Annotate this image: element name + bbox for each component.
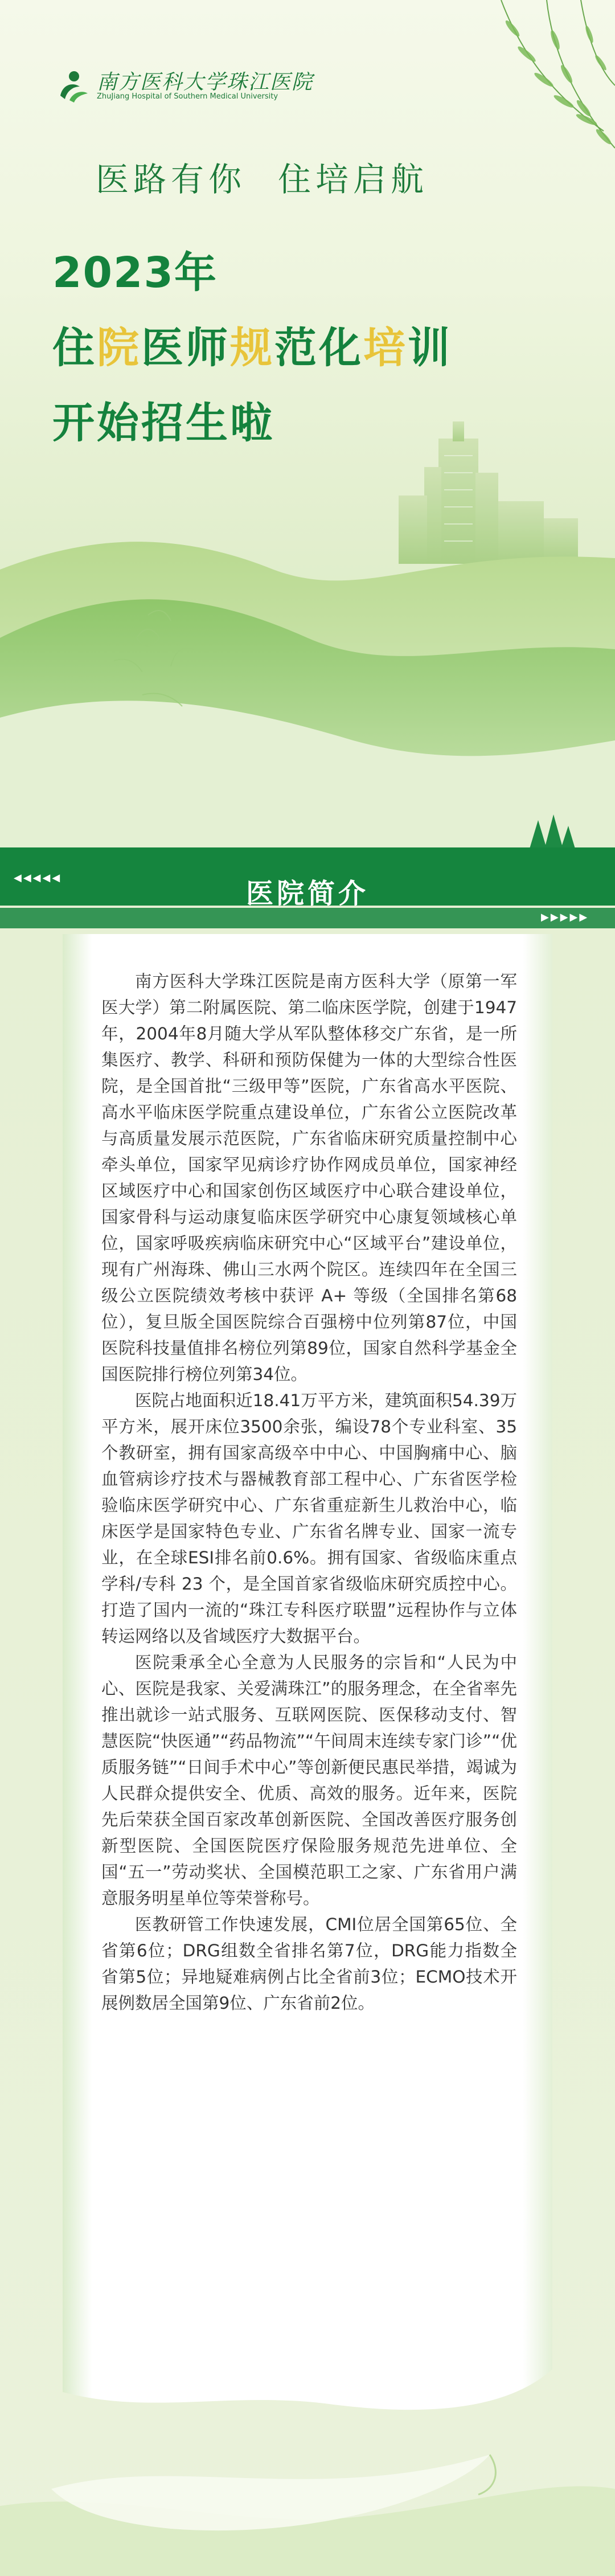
intro-paragraph: 医院占地面积近18.41万平方米，建筑面积54.39万平方米，展开床位3500余张，编设78个专业科室、35个教研室，拥有国家高级卒中中心、中国胸痛中心、脑血管病诊疗技术与器械教育部工程中心、广东省医学检验临床医学研究中心、广东省重症新生儿救治中心，临床医学是国家特色专业、广东省名牌专业、国家一流专业，在全球ESI排名前0.6%。拥有国家、省级临床重点学科/专科 23 个，是全国首家省级临床研究质控中心。打造了国内一流的“珠江专科医疗联盟”远程协作与立体转运网络以及省域医疗大数据平台。 (101, 1391, 517, 1646)
title-char: 范化 (274, 323, 363, 372)
section-header-strip (0, 908, 615, 928)
hospital-logo-icon (57, 67, 90, 103)
intro-card (57, 934, 558, 2426)
title-char: 训 (408, 323, 452, 372)
title-enrollment: 开始招生啦 (52, 399, 274, 448)
slogan (96, 153, 428, 200)
logo-chinese-name: 南方医科大学珠江医院 (97, 71, 314, 94)
section-title: 医院简介 (245, 878, 369, 910)
paper-curl-decoration (0, 2421, 615, 2576)
slogan-part-1: 医路有你 (96, 160, 247, 199)
landscape-illustration (0, 399, 615, 888)
intro-text (101, 968, 517, 2016)
title-char: 医师 (141, 323, 230, 372)
title-program (52, 314, 452, 375)
title-char: 住 (52, 323, 97, 372)
right-arrows-icon: ▶▶▶▶▶ (541, 911, 589, 923)
slogan-part-2: 住培启航 (278, 160, 429, 199)
title-char-highlight: 规 (230, 323, 274, 372)
title-char-highlight: 院 (97, 323, 141, 372)
hospital-logo (57, 63, 314, 108)
intro-paragraph: 医院秉承全心全意为人民服务的宗旨和“人民为中心、医院是我家、关爱满珠江”的服务理念，在全省率先推出就诊一站式服务、互联网医院、医保移动支付、智慧医院“快医通”“药品物流”“午间周末连续专家门诊”“优质服务链”“日间手术中心”等创新便民惠民举措，竭诚为人民群众提供安全、优质、高效的服务。近年来，医院先后荣获全国百家改革创新医院、全国改善医疗服务创新型医院、全国医院医疗保险服务规范先进单位、全国“五一”劳动奖状、全国模范职工之家、广东省用户满意服务明星单位等荣誉称号。 (101, 1653, 517, 1908)
title-year: 2023年 (52, 248, 218, 297)
willow-branch-icon (433, 0, 615, 216)
left-arrows-icon: ◀◀◀◀◀ (14, 872, 62, 884)
intro-paragraph: 医教研管工作快速发展，CMI位居全国第65位、全省第6位；DRG组数全省排名第7位，DRG能力指数全省第5位；异地疑难病例占比全省前3位；ECMO技术开展例数居全国第9位、广东省前2位。 (101, 1915, 517, 2013)
title-char-highlight: 培 (363, 323, 408, 372)
logo-english-name: ZhuJiang Hospital of Southern Medical University (97, 92, 278, 101)
hospital-building-icon (399, 421, 578, 564)
intro-paragraph: 南方医科大学珠江医院是南方医科大学（原第一军医大学）第二附属医院、第二临床医学院，创建于1947年，2004年8月随大学从军队整体移交广东省，是一所集医疗、教学、科研和预防保健为一体的大型综合性医院，是全国首批“三级甲等”医院，广东省高水平医院、高水平临床医学院重点建设单位，广东省公立医院改革与高质量发展示范医院，广东省临床研究质量控制中心牵头单位，国家罕见病诊疗协作网成员单位，国家神经区域医疗中心和国家创伤区域医疗中心联合建设单位，国家骨科与运动康复临床医学研究中心康复领域核心单位，国家呼吸疾病临床研究中心“区域平台”建设单位，现有广州海珠、佛山三水两个院区。连续四年在全国三级公立医院绩效考核中获评 A+ 等级（全国排名第68位），复旦版全国医院综合百强榜中位列第87位，中国医院科技量值排名榜位列第89位，国家自然科学基金全国医院排行榜位列第34位。 (101, 972, 517, 1384)
